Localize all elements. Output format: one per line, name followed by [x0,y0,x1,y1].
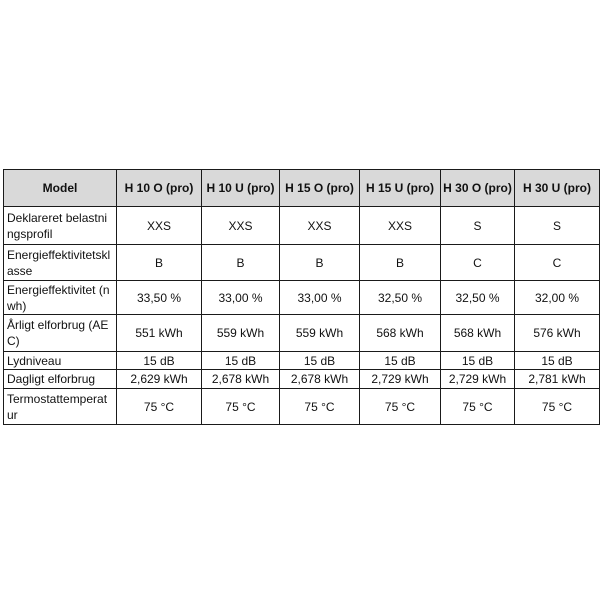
table-row [4,315,600,352]
row-label: Lydniveau [4,352,117,370]
table-cell: 559 kWh [280,315,360,352]
table-cell: XXS [280,207,360,245]
row-label: Dagligt elforbrug [4,370,117,389]
table-cell: 15 dB [360,352,441,370]
table-cell: 33,00 % [280,281,360,315]
header-cell-h10o: H 10 O (pro) [117,170,202,207]
table-cell: S [441,207,515,245]
header-cell-h10u: H 10 U (pro) [202,170,280,207]
table-cell: B [117,245,202,281]
header-row [4,170,600,207]
table-cell: 75 °C [117,389,202,425]
table-cell: 15 dB [117,352,202,370]
table-row [4,389,600,425]
table-cell: 32,50 % [441,281,515,315]
table-cell: C [441,245,515,281]
table-cell: 551 kWh [117,315,202,352]
table-cell: 33,00 % [202,281,280,315]
table-cell: 568 kWh [441,315,515,352]
table-row [4,245,600,281]
table-cell: 32,00 % [515,281,600,315]
table-cell: 15 dB [441,352,515,370]
table-row [4,352,600,370]
table-cell: 2,729 kWh [360,370,441,389]
table-cell: 32,50 % [360,281,441,315]
table-cell: C [515,245,600,281]
table-cell: 2,781 kWh [515,370,600,389]
table-cell: 75 °C [441,389,515,425]
table-cell: B [360,245,441,281]
table-cell: 75 °C [360,389,441,425]
table-row [4,370,600,389]
row-label: Deklareret belastningsprofil [4,207,117,245]
table-cell: 2,729 kWh [441,370,515,389]
table-cell: B [202,245,280,281]
table-cell: 15 dB [202,352,280,370]
header-cell-h15u: H 15 U (pro) [360,170,441,207]
table-cell: 2,678 kWh [202,370,280,389]
table-cell: 2,629 kWh [117,370,202,389]
row-label: Årligt elforbrug (AEC) [4,315,117,352]
header-cell-model: Model [4,170,117,207]
table-cell: 75 °C [202,389,280,425]
table-cell: XXS [202,207,280,245]
row-label: Energieffektivitetsklasse [4,245,117,281]
row-label: Termostattemperatur [4,389,117,425]
spec-table [3,169,600,425]
table-cell: 576 kWh [515,315,600,352]
table-cell: 568 kWh [360,315,441,352]
header-cell-h30u: H 30 U (pro) [515,170,600,207]
row-label: Energieffektivitet (nwh) [4,281,117,315]
table-cell: 75 °C [515,389,600,425]
table-cell: XXS [117,207,202,245]
table-cell: 15 dB [280,352,360,370]
table-cell: 559 kWh [202,315,280,352]
table-cell: 15 dB [515,352,600,370]
table-row [4,281,600,315]
table-cell: B [280,245,360,281]
table-cell: S [515,207,600,245]
table-cell: 33,50 % [117,281,202,315]
table-cell: 75 °C [280,389,360,425]
table-row [4,207,600,245]
header-cell-h30o: H 30 O (pro) [441,170,515,207]
header-cell-h15o: H 15 O (pro) [280,170,360,207]
table-cell: XXS [360,207,441,245]
table-cell: 2,678 kWh [280,370,360,389]
